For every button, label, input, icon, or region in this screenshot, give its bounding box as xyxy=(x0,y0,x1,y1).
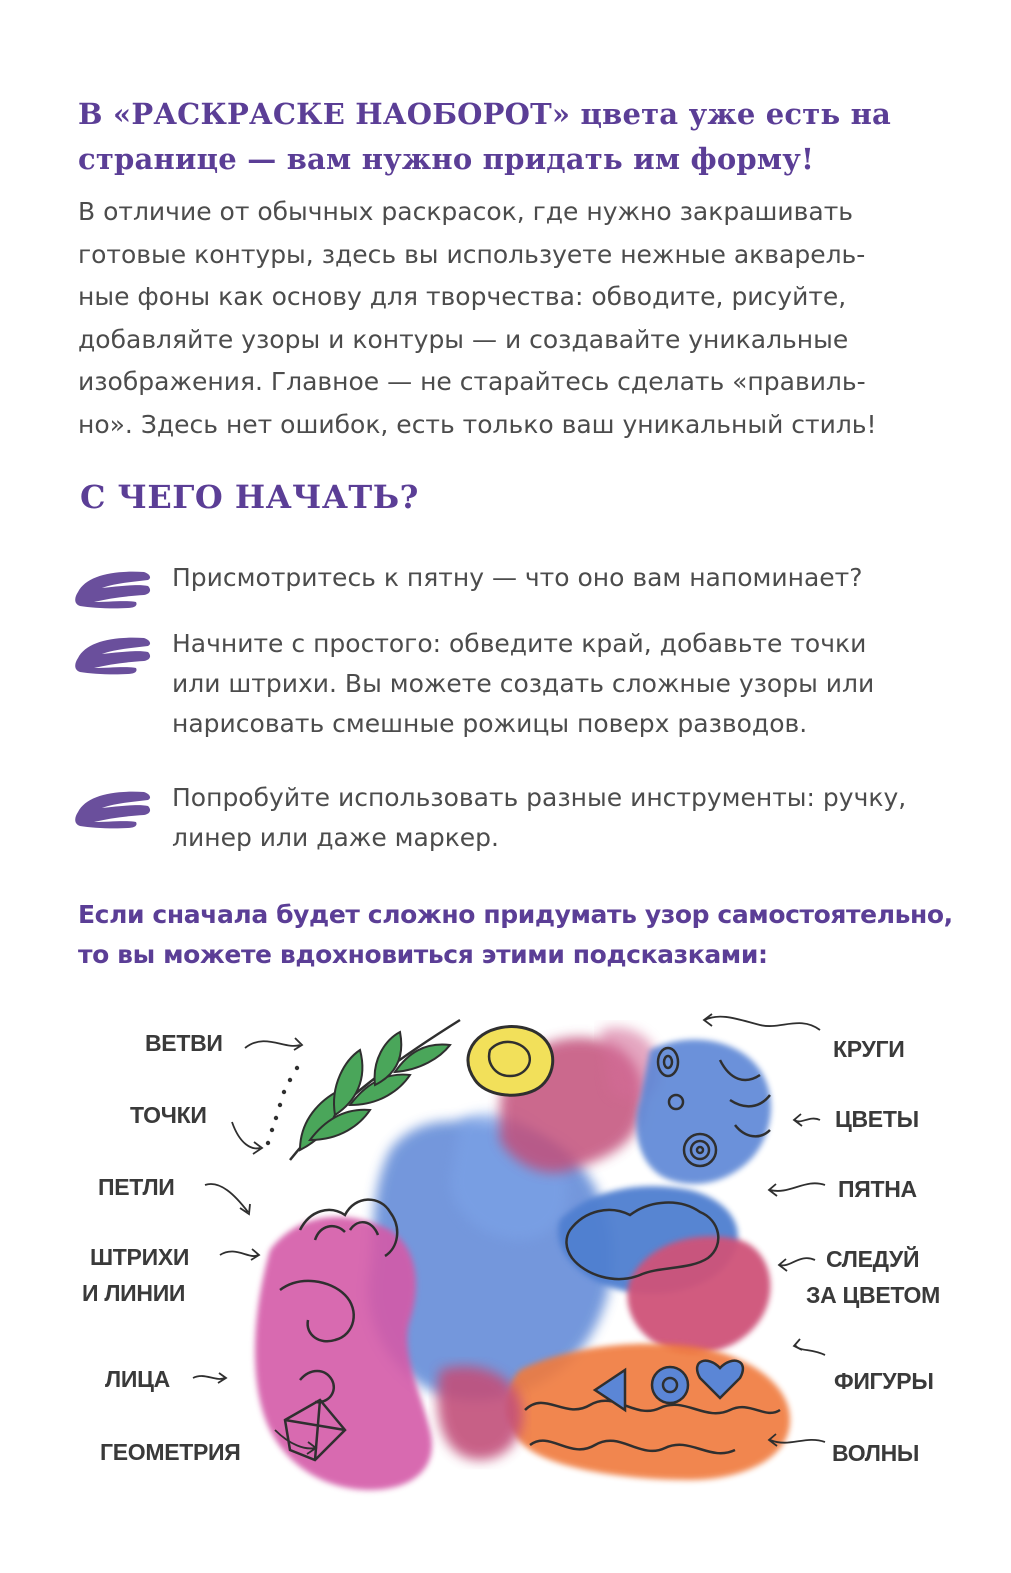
label-faces: ЛИЦА xyxy=(105,1366,170,1392)
tip-line: Попробуйте использовать разные инструменты: ручку, xyxy=(172,783,907,812)
label-dots: ТОЧКИ xyxy=(130,1102,207,1128)
hint-line-1: Если сначала будет сложно придумать узор самостоятельно, xyxy=(78,900,953,929)
tip-line: нарисовать смешные рожицы поверх разводов. xyxy=(172,709,808,738)
lead-line-1: В «РАСКРАСКЕ НАОБОРОТ» цвета уже есть на xyxy=(78,97,892,131)
label-geometry: ГЕОМЕТРИЯ xyxy=(100,1439,241,1465)
label-color: ЗА ЦВЕТОМ xyxy=(806,1282,940,1308)
label-circles: КРУГИ xyxy=(833,1036,905,1062)
label-figures: ФИГУРЫ xyxy=(834,1368,934,1394)
label-spots: ПЯТНА xyxy=(838,1176,917,1202)
label-lines: И ЛИНИИ xyxy=(82,1280,186,1306)
intro-line: ные фоны как основу для творчества: обводите, рисуйте, xyxy=(78,282,847,311)
label-follow: СЛЕДУЙ xyxy=(826,1246,920,1272)
magenta-wash xyxy=(255,1217,432,1490)
tip-line: Начните с простого: обведите край, добавьте точки xyxy=(172,629,867,658)
hint-line-2: то вы можете вдохновиться этими подсказками: xyxy=(78,940,768,969)
dots-drawing xyxy=(266,1066,299,1145)
label-flowers: ЦВЕТЫ xyxy=(835,1106,919,1132)
yellow-blob xyxy=(468,1027,553,1096)
label-branches: ВЕТВИ xyxy=(145,1030,223,1056)
tip-line: или штрихи. Вы можете создать сложные узоры или xyxy=(172,669,875,698)
intro-paragraph xyxy=(78,191,962,446)
brush-stroke-icon xyxy=(72,782,154,830)
tip-line: линер или даже маркер. xyxy=(172,823,499,852)
illustration xyxy=(0,990,1011,1569)
intro-line: добавляйте узоры и контуры — и создавайте уникальные xyxy=(78,324,849,354)
label-waves: ВОЛНЫ xyxy=(832,1440,920,1466)
tip-line: Присмотритесь к пятну — что оно вам напоминает? xyxy=(172,563,863,592)
blue-flowers-wash xyxy=(636,1040,771,1184)
intro-line: готовые контуры, здесь вы используете нежные акварель- xyxy=(78,239,866,269)
label-loops: ПЕТЛИ xyxy=(98,1174,175,1200)
intro-line: но». Здесь нет ошибок, есть только ваш уникальный стиль! xyxy=(78,409,877,439)
lead-heading xyxy=(78,92,958,182)
brush-stroke-icon xyxy=(72,562,154,610)
section-title: С ЧЕГО НАЧАТЬ? xyxy=(80,478,419,516)
intro-line: В отличие от обычных раскрасок, где нужно закрашивать xyxy=(78,197,854,226)
brush-stroke-icon xyxy=(72,628,154,676)
lead-line-2: странице — вам нужно придать им форму! xyxy=(78,142,814,176)
intro-line: изображения. Главное — не старайтесь сделать «правиль- xyxy=(78,367,866,396)
hint-text xyxy=(78,895,978,975)
label-strokes: ШТРИХИ xyxy=(90,1244,190,1270)
